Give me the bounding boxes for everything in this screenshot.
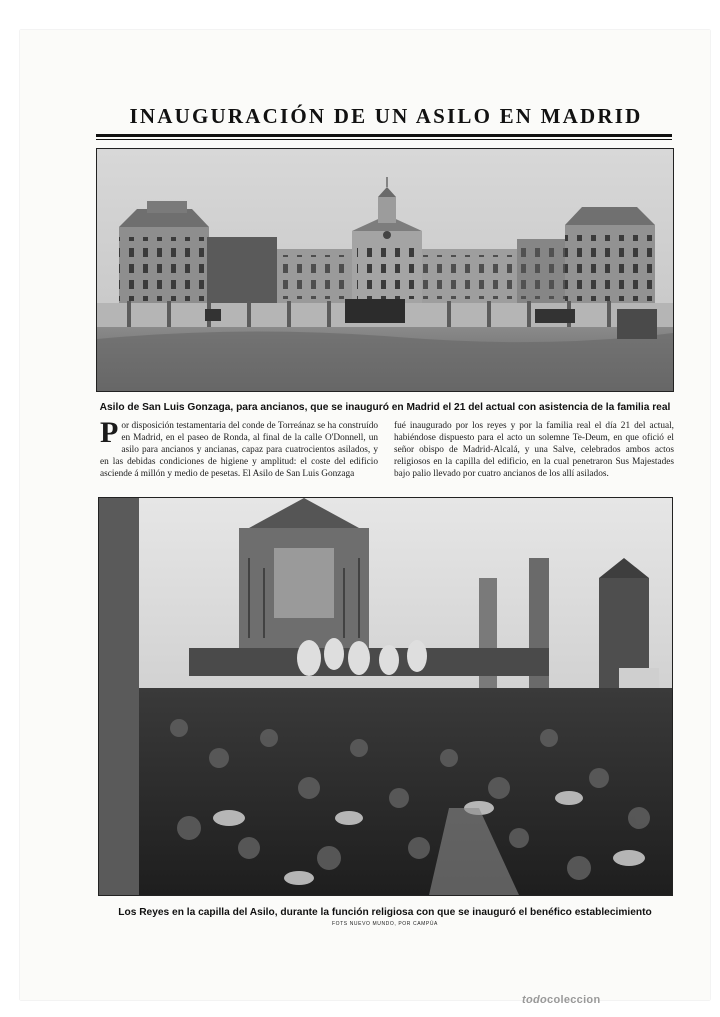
- article-text-1: or disposición testamentaria del conde de Torreánaz se ha construído en Madrid, en el paseo de Ronda, al final de la calle O'Donnell, un asilo para ancianos y ancianas, capaz para cuatrocientos asilados, y en las debidas condiciones de higiene y amplitud: el coste del edificio asciende á millón y medio de pesetas. El Asilo de San Luis Gonzaga: [100, 421, 378, 479]
- photo2-caption: Los Reyes en la capilla del Asilo, durante la función religiosa con que se inauguró el benéfico establecimiento: [118, 907, 652, 918]
- site-watermark: todocoleccion: [522, 994, 601, 1006]
- title-rule-thick: [96, 134, 672, 137]
- article-text-2: fué inaugurado por los reyes y por la familia real el día 21 del actual, habiéndose dispuesto para el acto un solemne Te-Deum, en que ofició el señor obispo de Madrid-Alcalá, y una Salve, celebrados ambos actos religiosos en la capilla del edificio, en la cual penetraron Sus Majestades bajo palio llevado por cuatro ancianos de los allí asilados.: [394, 421, 674, 479]
- article-column-2: [394, 420, 674, 480]
- page-title: INAUGURACIÓN DE UN ASILO EN MADRID: [129, 104, 643, 128]
- drop-cap: P: [100, 416, 119, 449]
- asylum-building-photo: [96, 148, 674, 392]
- chapel-interior-photo: [98, 497, 673, 896]
- photo1-caption: Asilo de San Luis Gonzaga, para ancianos, que se inauguró en Madrid el 21 del actual con asistencia de la familia real: [99, 402, 671, 413]
- article-column-1: [100, 416, 378, 480]
- photo-credit: FOTS NUEVO MUNDO, POR CAMPÚA: [332, 921, 438, 927]
- title-rule-thin: [96, 139, 672, 140]
